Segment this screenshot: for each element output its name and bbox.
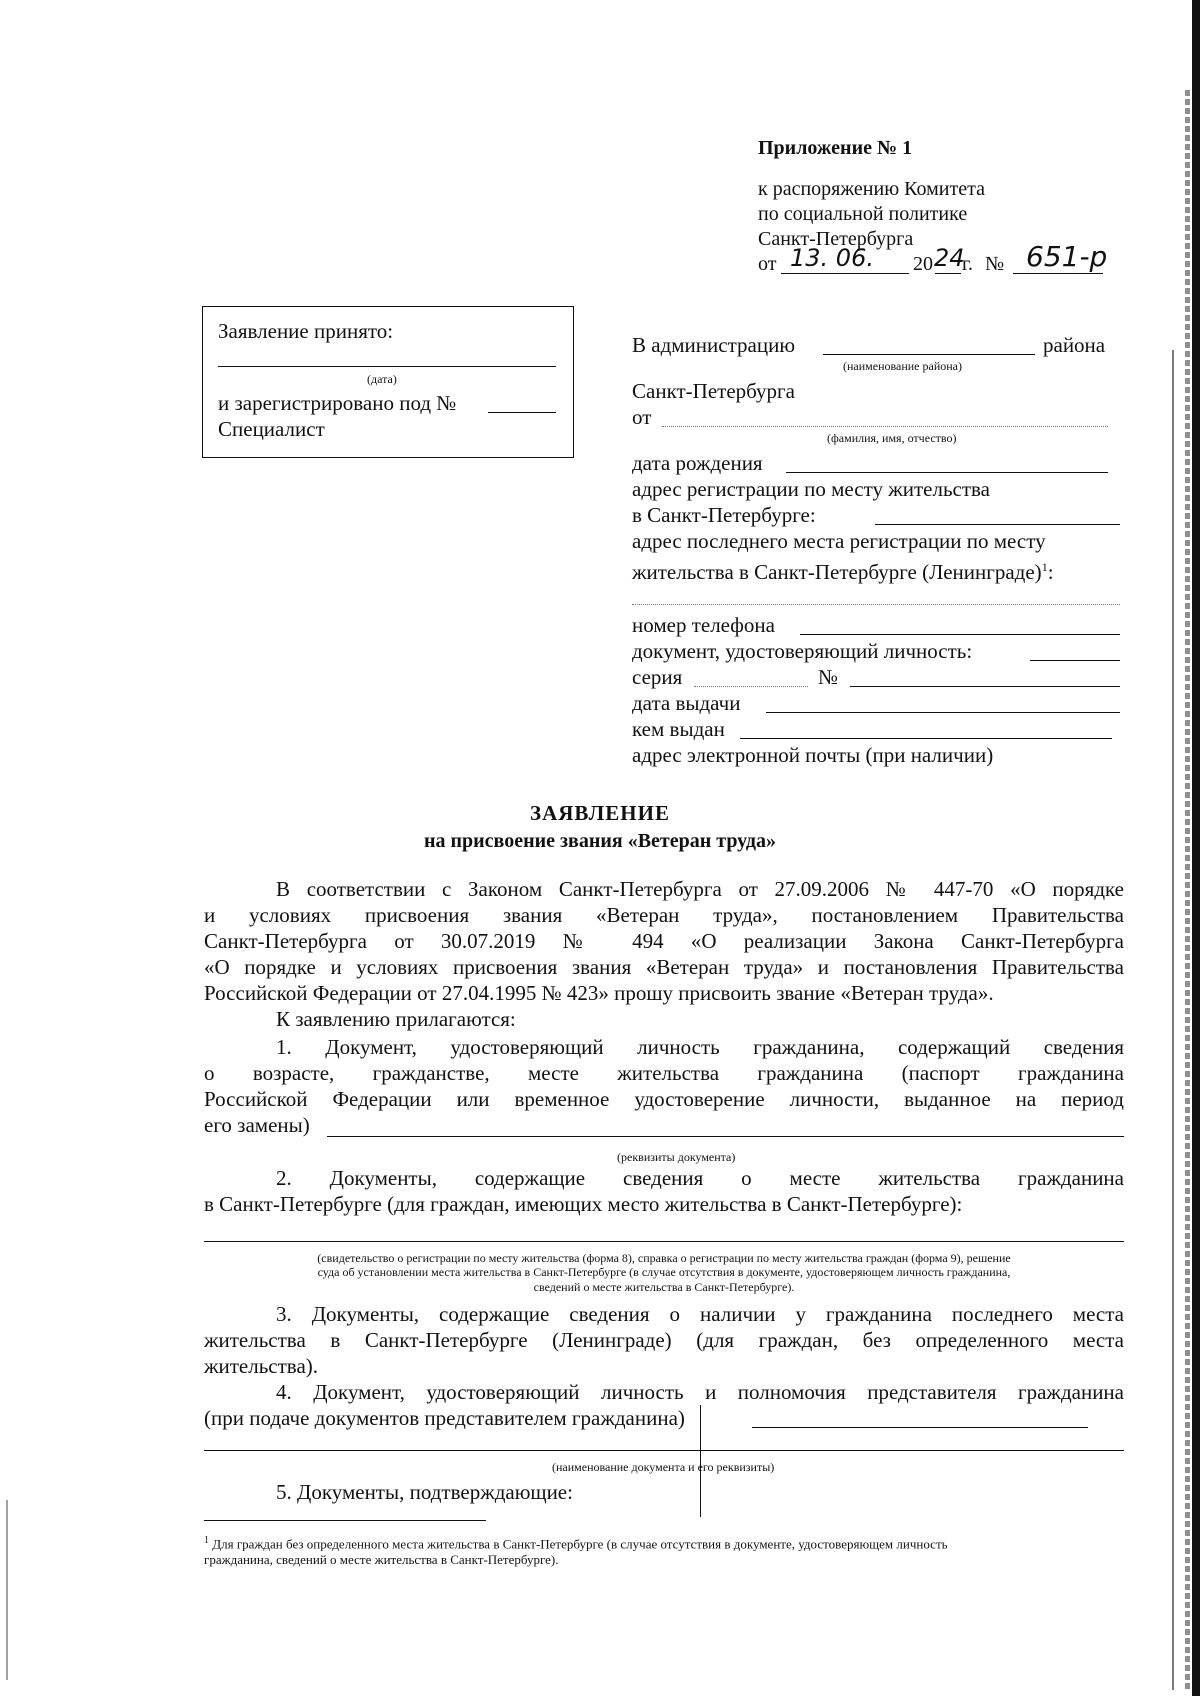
footnote-separator <box>204 1520 486 1521</box>
scan-edge-right-line <box>1172 350 1174 1690</box>
item2-line1: 2. Документы, содержащие сведения о месте жительства гражданина <box>276 1166 1124 1190</box>
district-name-line[interactable] <box>823 354 1035 355</box>
document-title: ЗАЯВЛЕНИЕ <box>530 801 670 825</box>
district-caption: (наименование района) <box>843 359 963 373</box>
item1-document-line[interactable] <box>327 1136 1124 1137</box>
fio-caption: (фамилия, имя, отчество) <box>827 431 957 445</box>
p1-line4: «О порядке и условиях присвоения звания «Ветеран труда» и постановления Правительства <box>204 955 1124 979</box>
scan-edge-left-line <box>6 1500 8 1680</box>
last-reg-footnote-mark: 1 <box>1041 560 1048 574</box>
birth-date-line[interactable] <box>786 472 1108 473</box>
issued-by-label: кем выдан <box>632 717 725 741</box>
item2-caption-line1: (свидетельство о регистрации по месту жительства (форма 8), справка о регистрации по месту жительства граждан (форма 9), решение <box>317 1251 1011 1265</box>
item2-caption-line2: суда об установлении места жительства в Санкт-Петербурге (в случае отсутствия в документе, удостоверяющем личность гражданина, <box>317 1265 1011 1279</box>
item2-document-line[interactable] <box>204 1241 1124 1242</box>
item1-line2: о возрасте, гражданстве, месте жительства гражданина (паспорт гражданина <box>204 1061 1124 1085</box>
item1-line3: Российской Федерации или временное удостоверение личности, выданное на период <box>204 1087 1124 1111</box>
issued-by-line[interactable] <box>740 738 1112 739</box>
item1-line1: 1. Документ, удостоверяющий личность гражданина, содержащий сведения <box>276 1035 1124 1059</box>
fio-line[interactable] <box>662 426 1108 427</box>
city-label: Санкт-Петербурга <box>632 379 795 403</box>
phone-line[interactable] <box>800 634 1120 635</box>
appendix-year-handwritten: 24 <box>934 244 965 272</box>
last-reg-line[interactable] <box>632 604 1120 605</box>
issue-date-label: дата выдачи <box>632 691 741 715</box>
item4-line2: (при подаче документов представителем гражданина) <box>204 1406 685 1430</box>
appendix-title: Приложение № 1 <box>758 137 913 159</box>
footnote-line1: $^1$ Для граждан без определенного места жительства в Санкт-Петербурге (в случае отсутствия в документе, удостоверяющем личность <box>204 1535 948 1552</box>
item2-line2: в Санкт-Петербурге (для граждан, имеющих место жительства в Санкт-Петербурге): <box>204 1192 963 1216</box>
to-administration-label: В администрацию <box>632 333 796 357</box>
last-reg-label-1: адрес последнего места регистрации по месту <box>632 529 1046 553</box>
appendix-number-line <box>1013 273 1103 274</box>
district-label: района <box>1043 333 1106 357</box>
reg-address-line[interactable] <box>875 524 1120 525</box>
item3-line3: жительства). <box>204 1354 319 1378</box>
p1-line1: В соответствии с Законом Санкт-Петербурга от 27.09.2006 № 447-70 «О порядке <box>276 877 1124 901</box>
appendix-date-line <box>781 273 909 274</box>
accepted-date-caption: (дата) <box>367 372 397 386</box>
appendix-number-prefix: № <box>985 253 1005 275</box>
item1-caption: (реквизиты документа) <box>617 1150 736 1164</box>
id-document-label: документ, удостоверяющий личность: <box>632 639 973 663</box>
id-number-label: № <box>818 665 839 689</box>
item1-line4: его замены) <box>204 1113 310 1137</box>
phone-label: номер телефона <box>632 613 775 637</box>
appendix-line1: к распоряжению Комитета <box>758 178 985 200</box>
appendix-year-prefix: 20 <box>913 253 933 275</box>
item2-caption-line3: сведений о месте жительства в Санкт-Петербурге). <box>533 1280 795 1294</box>
accepted-specialist-label: Специалист <box>218 417 325 441</box>
appendix-year-g: г. <box>962 253 973 275</box>
birth-date-label: дата рождения <box>632 451 763 475</box>
accepted-date-line[interactable] <box>218 366 556 367</box>
footnote-mark: 1 <box>204 1535 209 1546</box>
item4-caption: (наименование документа и его реквизиты) <box>552 1460 775 1474</box>
document-subtitle: на присвоение звания «Ветеран труда» <box>423 830 777 852</box>
item3-line2: жительства в Санкт-Петербурге (Ленинграде) (для граждан, без определенного места <box>204 1328 1124 1352</box>
issue-date-line[interactable] <box>766 712 1120 713</box>
item3-line1: 3. Документы, содержащие сведения о наличии у гражданина последнего места <box>276 1302 1124 1326</box>
series-line[interactable] <box>694 686 808 687</box>
p1-line3: Санкт-Петербурга от 30.07.2019 № 494 «О реализации Закона Санкт-Петербурга <box>204 929 1124 953</box>
id-document-line[interactable] <box>1030 660 1120 661</box>
accepted-registered-label: и зарегистрировано под № <box>218 391 457 415</box>
from-label: от <box>632 405 652 429</box>
item4-document-line-2[interactable] <box>204 1450 1124 1451</box>
email-label: адрес электронной почты (при наличии) <box>632 743 994 767</box>
id-number-line[interactable] <box>850 686 1120 687</box>
p1-line5: Российской Федерации от 27.04.1995 № 423» прошу присвоить звание «Ветеран труда». <box>204 981 994 1005</box>
item4-line1: 4. Документ, удостоверяющий личность и полномочия представителя гражданина <box>276 1380 1124 1404</box>
scan-vertical-line <box>700 1405 701 1517</box>
accepted-title: Заявление принято: <box>218 319 394 343</box>
series-label: серия <box>632 665 683 689</box>
attached-label: К заявлению прилагаются: <box>276 1007 516 1031</box>
reg-address-label-1: адрес регистрации по месту жительства <box>632 477 990 501</box>
reg-address-label-2: в Санкт-Петербурге: <box>632 503 816 527</box>
appendix-number-handwritten: 651-р <box>1026 240 1108 273</box>
appendix-date-prefix: от <box>758 253 777 275</box>
p1-line2: и условиях присвоения звания «Ветеран труда», постановлением Правительства <box>204 903 1124 927</box>
last-reg-label-2: жительства в Санкт-Петербурге (Ленинграде)$^1$: <box>632 560 1054 584</box>
item4-document-line-1[interactable] <box>752 1427 1088 1428</box>
item5-line: 5. Документы, подтверждающие: <box>276 1480 573 1504</box>
appendix-line3: Санкт-Петербурга <box>758 228 914 250</box>
scan-edge-right-noise <box>1185 90 1190 1690</box>
appendix-year-line <box>935 273 961 274</box>
appendix-date-handwritten: 13. 06. <box>790 244 874 272</box>
appendix-line2: по социальной политике <box>758 203 968 225</box>
accepted-registered-number-line[interactable] <box>488 412 556 413</box>
footnote-line2: гражданина, сведений о месте жительства в Санкт-Петербурге). <box>204 1552 559 1567</box>
